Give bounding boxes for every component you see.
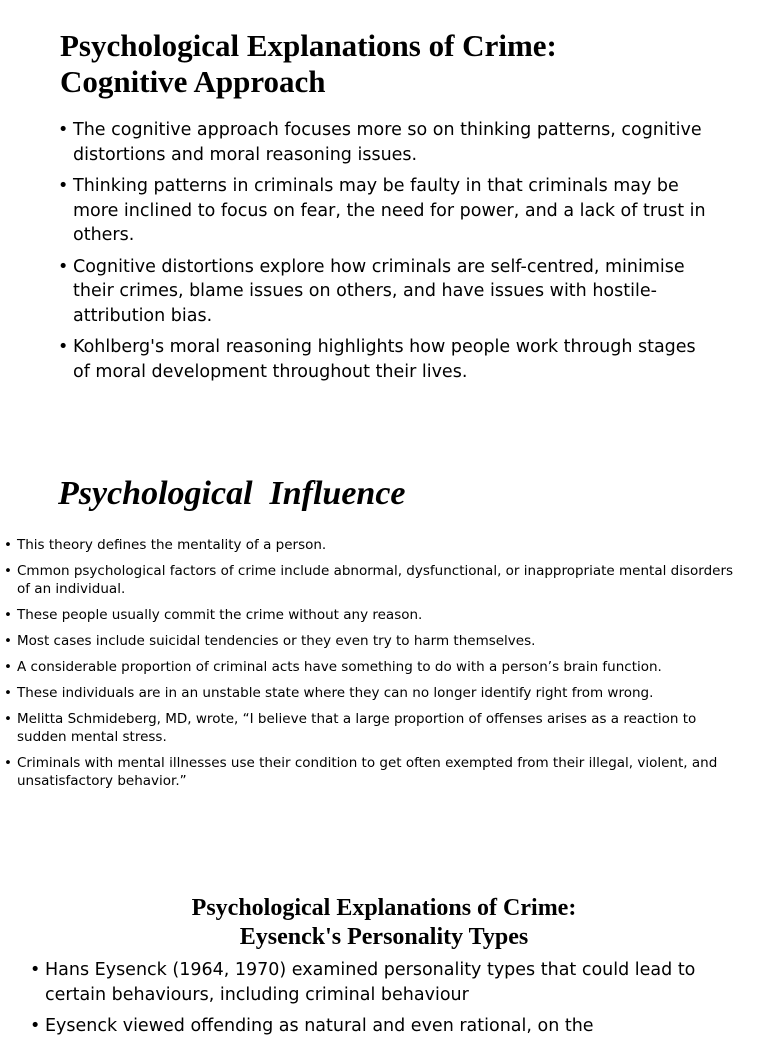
list-item-text: Cmmon psychological factors of crime include abnormal, dysfunctional, or inappropriate mental disorders of an individual.: [17, 563, 734, 597]
bullet-icon: •: [58, 120, 69, 140]
list-item-text: Hans Eysenck (1964, 1970) examined personality types that could lead to certain behaviours, including criminal behaviour: [45, 960, 696, 1005]
list-item-text: Cognitive distortions explore how criminals are self-centred, minimise their crimes, blame issues on others, and have issues with hostile-attribution bias.: [73, 256, 685, 326]
list-item-text: These people usually commit the crime without any reason.: [17, 607, 423, 623]
list-item-text: The cognitive approach focuses more so on thinking patterns, cognitive distortions and moral reasoning issues.: [73, 120, 702, 165]
list-item-text: These individuals are in an unstable state where they can no longer identify right from wrong.: [17, 685, 654, 701]
slide-psychological-influence: [0, 460, 768, 840]
bullet-list: [30, 958, 730, 1046]
bullet-icon: •: [30, 1016, 41, 1036]
list-item: [58, 118, 718, 167]
list-item: [4, 536, 734, 554]
slide-title-line-1: Psychological Explanations of Crime:: [60, 28, 557, 63]
slide-eysenck-personality-types: [0, 880, 768, 1036]
slide-title: Psychological Influence: [58, 475, 406, 512]
bullet-list: [58, 118, 718, 391]
slide-title: [60, 28, 740, 100]
bullet-icon: •: [4, 537, 12, 553]
list-item: [4, 632, 734, 650]
bullet-icon: •: [4, 607, 12, 623]
list-item: [30, 958, 730, 1007]
bullet-icon: •: [4, 685, 12, 701]
list-item-text: Melitta Schmideberg, MD, wrote, “I believe that a large proportion of offenses arises as a reaction to sudden mental stress.: [17, 711, 697, 745]
slide-title: [0, 894, 768, 952]
list-item-text: Thinking patterns in criminals may be faulty in that criminals may be more inclined to focus on fear, the need for power, and a lack of trust in others.: [73, 176, 706, 245]
slide-title-line-2: Eysenck's Personality Types: [239, 924, 529, 950]
list-item: [58, 335, 718, 384]
bullet-icon: •: [58, 337, 69, 357]
bullet-icon: •: [58, 256, 69, 277]
bullet-icon: •: [4, 755, 12, 771]
list-item: [4, 606, 734, 624]
bullet-icon: •: [4, 711, 12, 727]
list-item: [4, 684, 734, 702]
bullet-icon: •: [30, 960, 41, 980]
slide-title-line-2: Cognitive Approach: [60, 64, 326, 99]
list-item: [4, 754, 734, 790]
list-item-text: This theory defines the mentality of a person.: [17, 537, 327, 553]
bullet-icon: •: [4, 633, 12, 649]
list-item-text: Most cases include suicidal tendencies or they even try to harm themselves.: [17, 633, 536, 649]
list-item: [4, 658, 734, 676]
list-item-text: Criminals with mental illnesses use their condition to get often exempted from their illegal, violent, and unsatisfactory behavior.”: [17, 755, 718, 789]
list-item-text: Eysenck viewed offending as natural and even rational, on the: [45, 1016, 594, 1036]
slide-cognitive-approach: [0, 0, 768, 420]
slide-title-line-1: Psychological Explanations of Crime:: [191, 895, 577, 921]
list-item: [30, 1014, 730, 1039]
list-item: [58, 255, 718, 329]
bullet-icon: •: [58, 176, 69, 196]
list-item-text: A considerable proportion of criminal acts have something to do with a person’s brain function.: [17, 659, 662, 675]
bullet-icon: •: [4, 563, 12, 579]
bullet-list: [4, 536, 734, 798]
list-item: [4, 710, 734, 746]
list-item: [4, 562, 734, 598]
list-item-text: Kohlberg's moral reasoning highlights how people work through stages of moral development throughout their lives.: [73, 337, 696, 382]
list-item: [58, 174, 718, 248]
bullet-icon: •: [4, 659, 12, 675]
